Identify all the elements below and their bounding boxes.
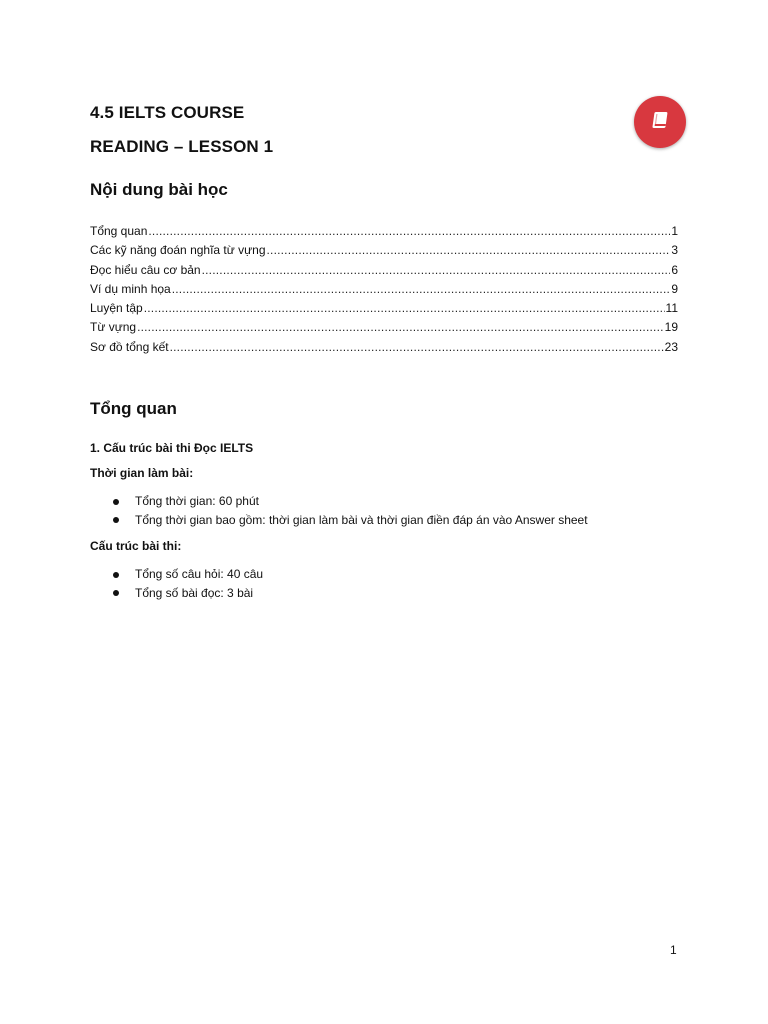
toc-dot-leader [148, 222, 670, 241]
structure-bullet-list [110, 565, 263, 602]
toc-item-label: Ví dụ minh họa [90, 281, 171, 296]
toc-heading: Nội dung bài học [90, 180, 228, 199]
book-icon [649, 109, 671, 136]
toc-dot-leader [202, 261, 671, 280]
toc-item-label: Các kỹ năng đoán nghĩa từ vựng [90, 243, 266, 258]
table-of-contents [90, 222, 678, 357]
toc-dot-leader [144, 299, 665, 318]
toc-item-label: Đọc hiểu câu cơ bản [90, 262, 201, 277]
toc-item-page: 9 [671, 281, 678, 296]
time-label: Thời gian làm bài: [90, 466, 194, 480]
toc-item-label: Luyện tập [90, 301, 143, 316]
toc-item-page: 11 [665, 301, 678, 316]
bullet-item: Tổng thời gian: 60 phút [110, 492, 588, 511]
page-number: 1 [670, 943, 677, 957]
toc-item[interactable] [90, 318, 678, 337]
lesson-title: READING – LESSON 1 [90, 137, 274, 156]
toc-item[interactable] [90, 241, 678, 260]
toc-item-page: 1 [671, 224, 678, 238]
toc-dot-leader [170, 338, 664, 357]
toc-dot-leader [172, 280, 671, 299]
toc-item[interactable] [90, 222, 678, 241]
toc-item-label: Tổng quan [90, 224, 148, 238]
course-logo [634, 96, 686, 148]
toc-item-label: Từ vựng [90, 320, 137, 335]
section-title: 1. Cấu trúc bài thi Đọc IELTS [90, 441, 254, 455]
toc-item-page: 19 [664, 320, 678, 335]
bullet-item: Tổng số bài đọc: 3 bài [110, 584, 263, 603]
toc-item-page: 3 [671, 243, 678, 258]
time-bullet-list [110, 492, 588, 529]
toc-item-label: Sơ đồ tổng kết [90, 339, 169, 354]
structure-label: Cấu trúc bài thi: [90, 539, 182, 553]
toc-item[interactable] [90, 280, 678, 299]
toc-item-page: 6 [671, 262, 678, 277]
course-title: 4.5 IELTS COURSE [90, 103, 245, 122]
bullet-item: Tổng số câu hỏi: 40 câu [110, 565, 263, 584]
toc-item-page: 23 [664, 339, 678, 354]
toc-dot-leader [267, 241, 671, 260]
toc-item[interactable] [90, 338, 678, 357]
toc-item[interactable] [90, 261, 678, 280]
bullet-item: Tổng thời gian bao gồm: thời gian làm bài và thời gian điền đáp án vào Answer sheet [110, 511, 588, 530]
toc-dot-leader [137, 318, 664, 337]
overview-heading: Tổng quan [90, 399, 177, 418]
toc-item[interactable] [90, 299, 678, 318]
